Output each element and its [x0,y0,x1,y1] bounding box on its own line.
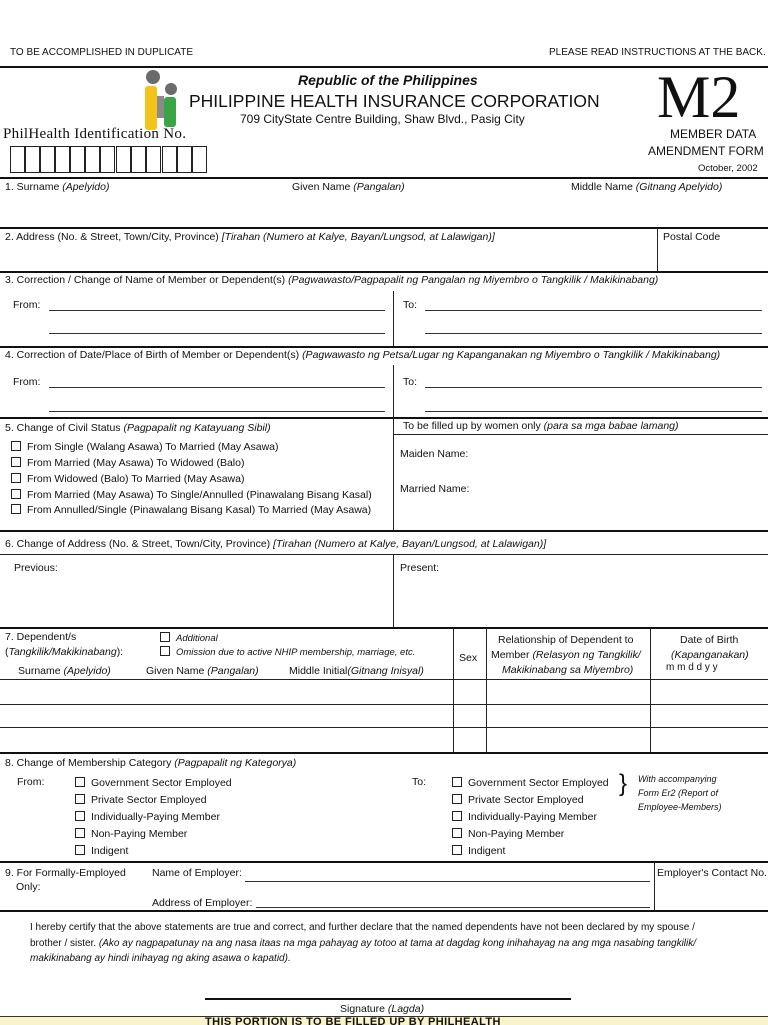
col-middle-initial: Middle Initial(Gitnang Inisyal) [289,665,424,677]
formally-employed-only: Only: [16,881,41,893]
checkbox[interactable] [160,632,170,642]
pin-box[interactable] [131,146,146,173]
category-to-label: To: [412,776,427,788]
to-category-option[interactable]: Private Sector Employed [452,794,584,806]
section-divider [0,861,768,863]
to-category-option[interactable]: Individually-Paying Member [452,811,597,823]
previous-address-label: Previous: [14,562,58,574]
dependents-label: 7. Dependent/s [5,631,77,643]
section-divider [0,530,768,532]
col-dob-2: (Kapanganakan) [671,649,749,661]
pin-box[interactable] [10,146,25,173]
pin-box[interactable] [192,146,207,173]
civil-status-option[interactable]: From Married (May Asawa) To Widowed (Balo) [11,457,244,469]
col-relationship-1: Relationship of Dependent to [498,634,634,646]
employer-name-label: Name of Employer: [152,867,242,879]
checkbox[interactable] [452,828,462,838]
civil-status-option[interactable]: From Annulled/Single (Pinawalang Bisang Kasal) To Married (May Asawa) [11,504,371,516]
pin-label: PhilHealth Identification No. [3,126,187,142]
column-divider [453,628,454,752]
col-relationship-2: Member (Relasyon ng Tangkilik/ [491,649,641,661]
column-divider [654,862,655,910]
top-rule [0,66,768,68]
birth-from-label: From: [13,376,41,388]
form-title-1: MEMBER DATA [670,127,757,141]
pin-box[interactable] [70,146,85,173]
present-address-label: Present: [400,562,440,574]
form-date: October, 2002 [698,163,758,174]
form-code: M2 [657,64,741,130]
checkbox[interactable] [75,811,85,821]
birth-to-label: To: [403,376,418,388]
to-category-option[interactable]: Indigent [452,845,505,857]
banner-text: THIS PORTION IS TO BE FILLED UP BY PHILHEALTH [205,1016,501,1025]
org-name: PHILIPPINE HEALTH INSURANCE CORPORATION [189,91,600,111]
instructions-note: PLEASE READ INSTRUCTIONS AT THE BACK. [549,47,766,58]
pin-box[interactable] [177,146,192,173]
name-to-line[interactable] [425,333,762,334]
employer-address-line[interactable] [256,907,650,908]
to-category-option[interactable]: Non-Paying Member [452,828,564,840]
section-divider [0,417,768,419]
checkbox[interactable] [75,777,85,787]
section-divider [0,271,768,273]
section-divider [0,910,768,912]
form-title-2: AMENDMENT FORM [648,144,764,158]
section-divider [0,752,768,754]
employer-address-label: Address of Employer: [152,897,253,909]
name-to-label: To: [403,299,418,311]
address-input-area[interactable] [5,246,653,270]
name-to-line[interactable] [425,310,762,311]
section-divider [0,227,768,229]
civil-status-option[interactable]: From Widowed (Balo) To Married (May Asawa) [11,473,244,485]
from-category-option[interactable]: Non-Paying Member [75,828,187,840]
name-correction-label: 3. Correction / Change of Name of Member or Dependent(s) (Pagwawasto/Pagpapalit ng Pangalan ng Miyembro o Tangkilik / Makikinabang) [5,274,659,286]
checkbox[interactable] [452,777,462,787]
col-dob-3: m m d d y y [666,662,718,673]
pin-box[interactable] [100,146,115,173]
duplicate-note: TO BE ACCOMPLISHED IN DUPLICATE [10,47,194,58]
column-divider [393,365,394,418]
category-from-label: From: [17,776,45,788]
column-divider [486,628,487,752]
civil-status-option[interactable]: From Single (Walang Asawa) To Married (May Asawa) [11,441,279,453]
women-only-label: To be filled up by women only (para sa mga babae lamang) [403,420,679,432]
birth-to-line[interactable] [425,411,762,412]
name-from-line[interactable] [49,310,385,311]
women-section-rule [394,434,768,435]
table-header-rule [0,679,768,680]
accompanying-note-3: Employee-Members) [638,802,722,812]
col-relationship-3: Makikinabang sa Miyembro) [502,664,634,676]
column-divider [393,291,394,347]
name-from-label: From: [13,299,41,311]
column-divider [393,554,394,627]
change-address-label: 6. Change of Address (No. & Street, Town/City, Province) [Tirahan (Numero at Kalye, Bayan/Lungsod, at Lalawigan)] [5,538,547,550]
col-given-name: Given Name (Pangalan) [146,665,259,677]
surname-label: 1. Surname (Apelyido) [5,181,110,193]
certification-line-3: makikinabang ay hindi inihayag ng aking asawa o kapatid). [30,953,291,964]
brace-icon: } [619,770,628,797]
maiden-name-label: Maiden Name: [400,448,469,460]
dependents-label-tagalog: (Tangkilik/Makikinabang): [5,646,124,658]
col-dob-1: Date of Birth [680,634,739,646]
table-row[interactable] [0,727,768,728]
from-category-option[interactable]: Individually-Paying Member [75,811,220,823]
section-divider [0,627,768,629]
address-header-rule [0,554,768,555]
certification-line-2: brother / sister. (Ako ay nagpapatunay na ang nasa itaas na mga pahayag ay totoo at tama at dagdag kong inihahayag na ang mga nasabing tangkilik/ [30,938,697,949]
dependent-omission-option[interactable]: Omission due to active NHIP membership, marriage, etc. [160,646,415,658]
accompanying-note-1: With accompanying [638,774,717,784]
membership-category-label: 8. Change of Membership Category (Pagpapalit ng Kategorya) [5,757,297,769]
pin-box[interactable] [162,146,177,173]
name-from-line[interactable] [49,333,385,334]
checkbox[interactable] [75,845,85,855]
pin-box[interactable] [40,146,55,173]
col-surname: Surname (Apelyido) [18,665,111,677]
pin-box[interactable] [116,146,131,173]
accompanying-note-2: Form Er2 (Report of [638,788,719,798]
table-row[interactable] [0,704,768,705]
checkbox[interactable] [452,794,462,804]
civil-status-label: 5. Change of Civil Status (Pagpapalit ng Katayuang Sibil) [5,422,271,434]
checkbox[interactable] [11,489,21,499]
org-address: 709 CityState Centre Building, Shaw Blvd., Pasig City [240,112,525,126]
certification-line-1: I hereby certify that the above statements are true and correct, and further declare that the named dependents have not been declared by my spouse / [30,922,695,933]
postal-divider [657,228,658,271]
checkbox[interactable] [452,811,462,821]
dependent-additional-option[interactable]: Additional [160,632,218,644]
pin-box[interactable] [85,146,100,173]
section-divider [0,346,768,348]
checkbox[interactable] [11,473,21,483]
formally-employed-label: 9. For Formally-Employed [5,867,126,879]
pin-box[interactable] [25,146,40,173]
republic-heading: Republic of the Philippines [298,72,478,88]
checkbox[interactable] [75,828,85,838]
birth-correction-label: 4. Correction of Date/Place of Birth of Member or Dependent(s) (Pagwawasto ng Petsa/Lugar ng Kapanganakan ng Miyembro o Tangkilik / Makikinabang) [5,349,721,361]
given-name-label: Given Name (Pangalan) [292,181,405,193]
address-label: 2. Address (No. & Street, Town/City, Province) [Tirahan (Numero at Kalye, Bayan/Lungsod, at Lalawigan)] [5,231,495,243]
checkbox[interactable] [11,457,21,467]
from-category-option[interactable]: Private Sector Employed [75,794,207,806]
checkbox[interactable] [11,441,21,451]
section-divider [0,177,768,179]
pin-box[interactable] [55,146,70,173]
checkbox[interactable] [11,504,21,514]
philhealth-logo-icon [140,70,182,132]
signature-label: Signature (Lagda) [340,1003,425,1015]
checkbox[interactable] [75,794,85,804]
employer-contact-label: Employer's Contact No. [657,867,767,879]
married-name-label: Married Name: [400,483,470,495]
birth-from-line[interactable] [49,387,385,388]
middle-name-label: Middle Name (Gitnang Apelyido) [571,181,723,193]
from-category-option[interactable]: Indigent [75,845,128,857]
pin-box[interactable] [146,146,161,173]
column-divider [650,628,651,752]
name-input-area[interactable] [5,195,765,225]
col-sex: Sex [459,652,478,664]
postal-code-label: Postal Code [663,231,721,243]
birth-from-line[interactable] [49,411,385,412]
from-category-option[interactable]: Government Sector Employed [75,777,232,789]
checkbox[interactable] [452,845,462,855]
civil-status-option[interactable]: From Married (May Asawa) To Single/Annulled (Pinawalang Bisang Kasal) [11,489,372,501]
to-category-option[interactable]: Government Sector Employed [452,777,609,789]
signature-line[interactable] [205,998,571,1000]
birth-to-line[interactable] [425,387,762,388]
checkbox[interactable] [160,646,170,656]
postal-code-input-area[interactable] [662,246,764,270]
employer-name-line[interactable] [245,881,650,882]
